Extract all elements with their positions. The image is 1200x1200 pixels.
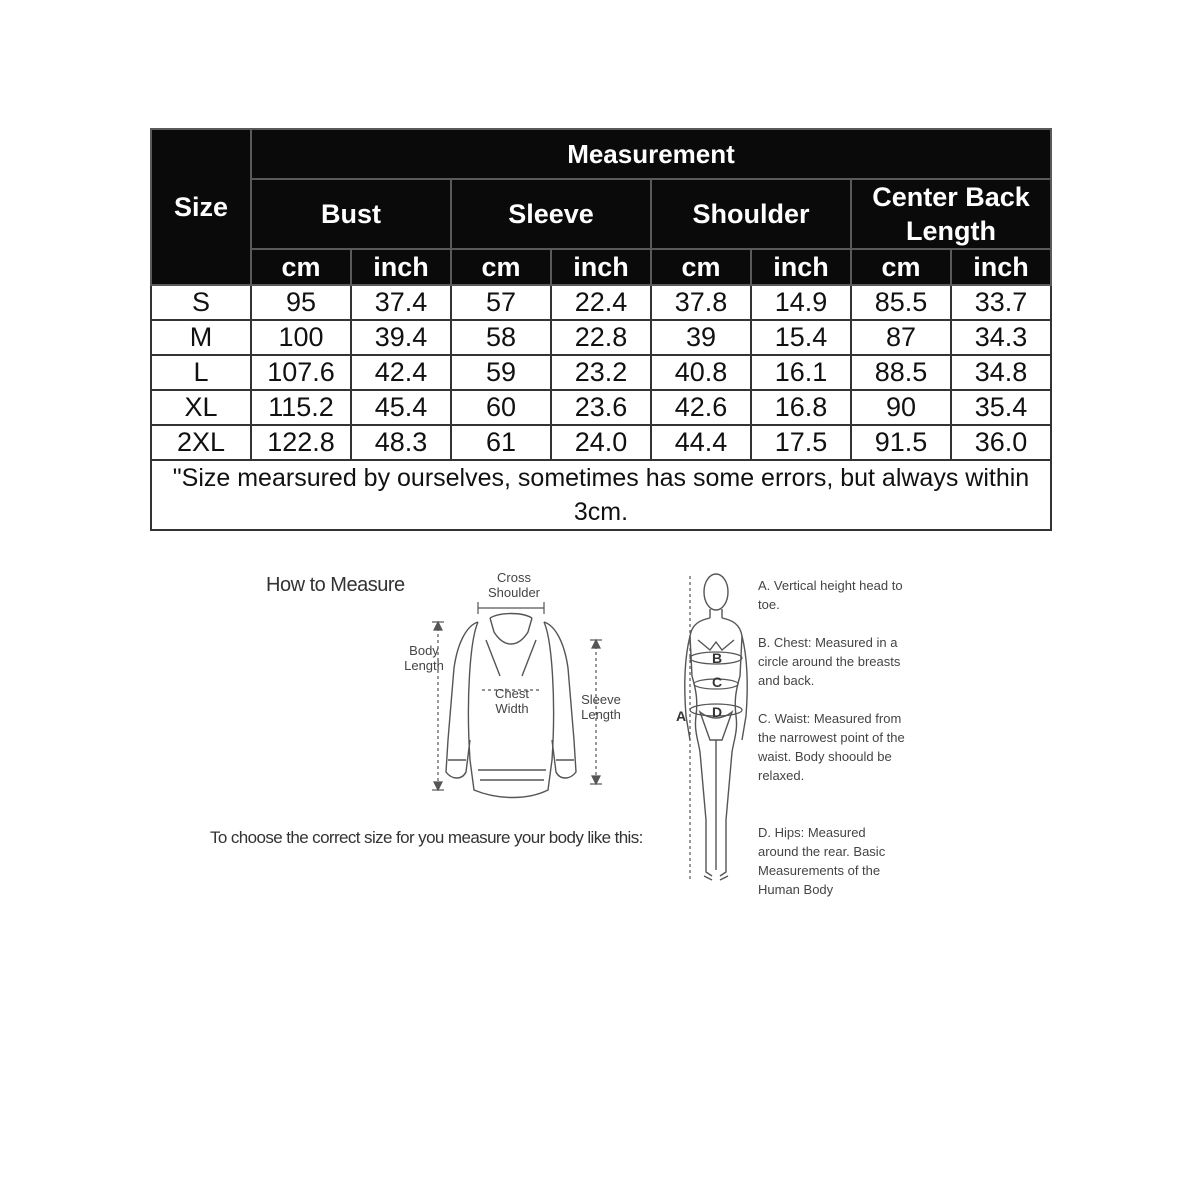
table-cell: 45.4 bbox=[351, 390, 451, 425]
table-cell: 39.4 bbox=[351, 320, 451, 355]
center-back-length-header: Center Back Length bbox=[851, 179, 1051, 249]
shoulder-header: Shoulder bbox=[651, 179, 851, 249]
table-cell: 95 bbox=[251, 285, 351, 320]
table-cell: 40.8 bbox=[651, 355, 751, 390]
table-cell: 16.8 bbox=[751, 390, 851, 425]
figure-letter-a: A bbox=[676, 708, 687, 724]
table-cell: 14.9 bbox=[751, 285, 851, 320]
size-note: "Size mearsured by ourselves, sometimes has some errors, but always within 3cm. bbox=[151, 460, 1051, 530]
size-cell: L bbox=[151, 355, 251, 390]
hips-description: D. Hips: Measured around the rear. Basic Measurements of the Human Body bbox=[758, 825, 886, 897]
table-cell: 35.4 bbox=[951, 390, 1051, 425]
how-to-measure-title: How to Measure bbox=[266, 574, 405, 596]
table-cell: 34.8 bbox=[951, 355, 1051, 390]
table-cell: 34.3 bbox=[951, 320, 1051, 355]
unit-header: cm bbox=[251, 249, 351, 285]
table-cell: 24.0 bbox=[551, 425, 651, 460]
table-cell: 39 bbox=[651, 320, 751, 355]
table-cell: 91.5 bbox=[851, 425, 951, 460]
table-cell: 16.1 bbox=[751, 355, 851, 390]
table-cell: 107.6 bbox=[251, 355, 351, 390]
table-cell: 48.3 bbox=[351, 425, 451, 460]
table-cell: 60 bbox=[451, 390, 551, 425]
table-cell: 58 bbox=[451, 320, 551, 355]
chest-description: B. Chest: Measured in a circle around the breasts and back. bbox=[758, 635, 901, 688]
unit-header: inch bbox=[751, 249, 851, 285]
table-cell: 115.2 bbox=[251, 390, 351, 425]
waist-description: C. Waist: Measured from the narrowest point of the waist. Body shoould be relaxed. bbox=[758, 711, 905, 783]
table-cell: 15.4 bbox=[751, 320, 851, 355]
table-cell: 87 bbox=[851, 320, 951, 355]
table-cell: 42.6 bbox=[651, 390, 751, 425]
size-cell: S bbox=[151, 285, 251, 320]
bust-header: Bust bbox=[251, 179, 451, 249]
sleeve-length-label: Sleeve Length bbox=[581, 692, 621, 722]
size-cell: 2XL bbox=[151, 425, 251, 460]
cross-shoulder-label: Cross Shoulder bbox=[487, 570, 541, 600]
size-column-header: Size bbox=[151, 129, 251, 285]
table-cell: 44.4 bbox=[651, 425, 751, 460]
table-cell: 37.4 bbox=[351, 285, 451, 320]
table-cell: 100 bbox=[251, 320, 351, 355]
unit-header: inch bbox=[951, 249, 1051, 285]
table-cell: 23.6 bbox=[551, 390, 651, 425]
size-cell: M bbox=[151, 320, 251, 355]
unit-header: inch bbox=[351, 249, 451, 285]
table-cell: 88.5 bbox=[851, 355, 951, 390]
table-cell: 85.5 bbox=[851, 285, 951, 320]
table-cell: 90 bbox=[851, 390, 951, 425]
choose-size-instruction: To choose the correct size for you measure your body like this: bbox=[210, 828, 643, 847]
height-description: A. Vertical height head to toe. bbox=[758, 578, 903, 612]
table-cell: 122.8 bbox=[251, 425, 351, 460]
table-cell: 61 bbox=[451, 425, 551, 460]
unit-header: cm bbox=[451, 249, 551, 285]
figure-letter-d: D bbox=[712, 704, 723, 720]
chest-width-label: Chest Width bbox=[495, 686, 529, 716]
body-length-label: Body Length bbox=[404, 643, 444, 673]
table-cell: 37.8 bbox=[651, 285, 751, 320]
table-cell: 22.4 bbox=[551, 285, 651, 320]
table-cell: 23.2 bbox=[551, 355, 651, 390]
table-cell: 59 bbox=[451, 355, 551, 390]
figure-letter-c: C bbox=[712, 674, 723, 690]
table-cell: 33.7 bbox=[951, 285, 1051, 320]
table-cell: 42.4 bbox=[351, 355, 451, 390]
table-cell: 57 bbox=[451, 285, 551, 320]
size-cell: XL bbox=[151, 390, 251, 425]
table-cell: 22.8 bbox=[551, 320, 651, 355]
figure-letter-b: B bbox=[712, 650, 723, 666]
unit-header: cm bbox=[651, 249, 751, 285]
measurement-header: Measurement bbox=[251, 129, 1051, 179]
unit-header: cm bbox=[851, 249, 951, 285]
unit-header: inch bbox=[551, 249, 651, 285]
sleeve-header: Sleeve bbox=[451, 179, 651, 249]
table-cell: 17.5 bbox=[751, 425, 851, 460]
table-cell: 36.0 bbox=[951, 425, 1051, 460]
